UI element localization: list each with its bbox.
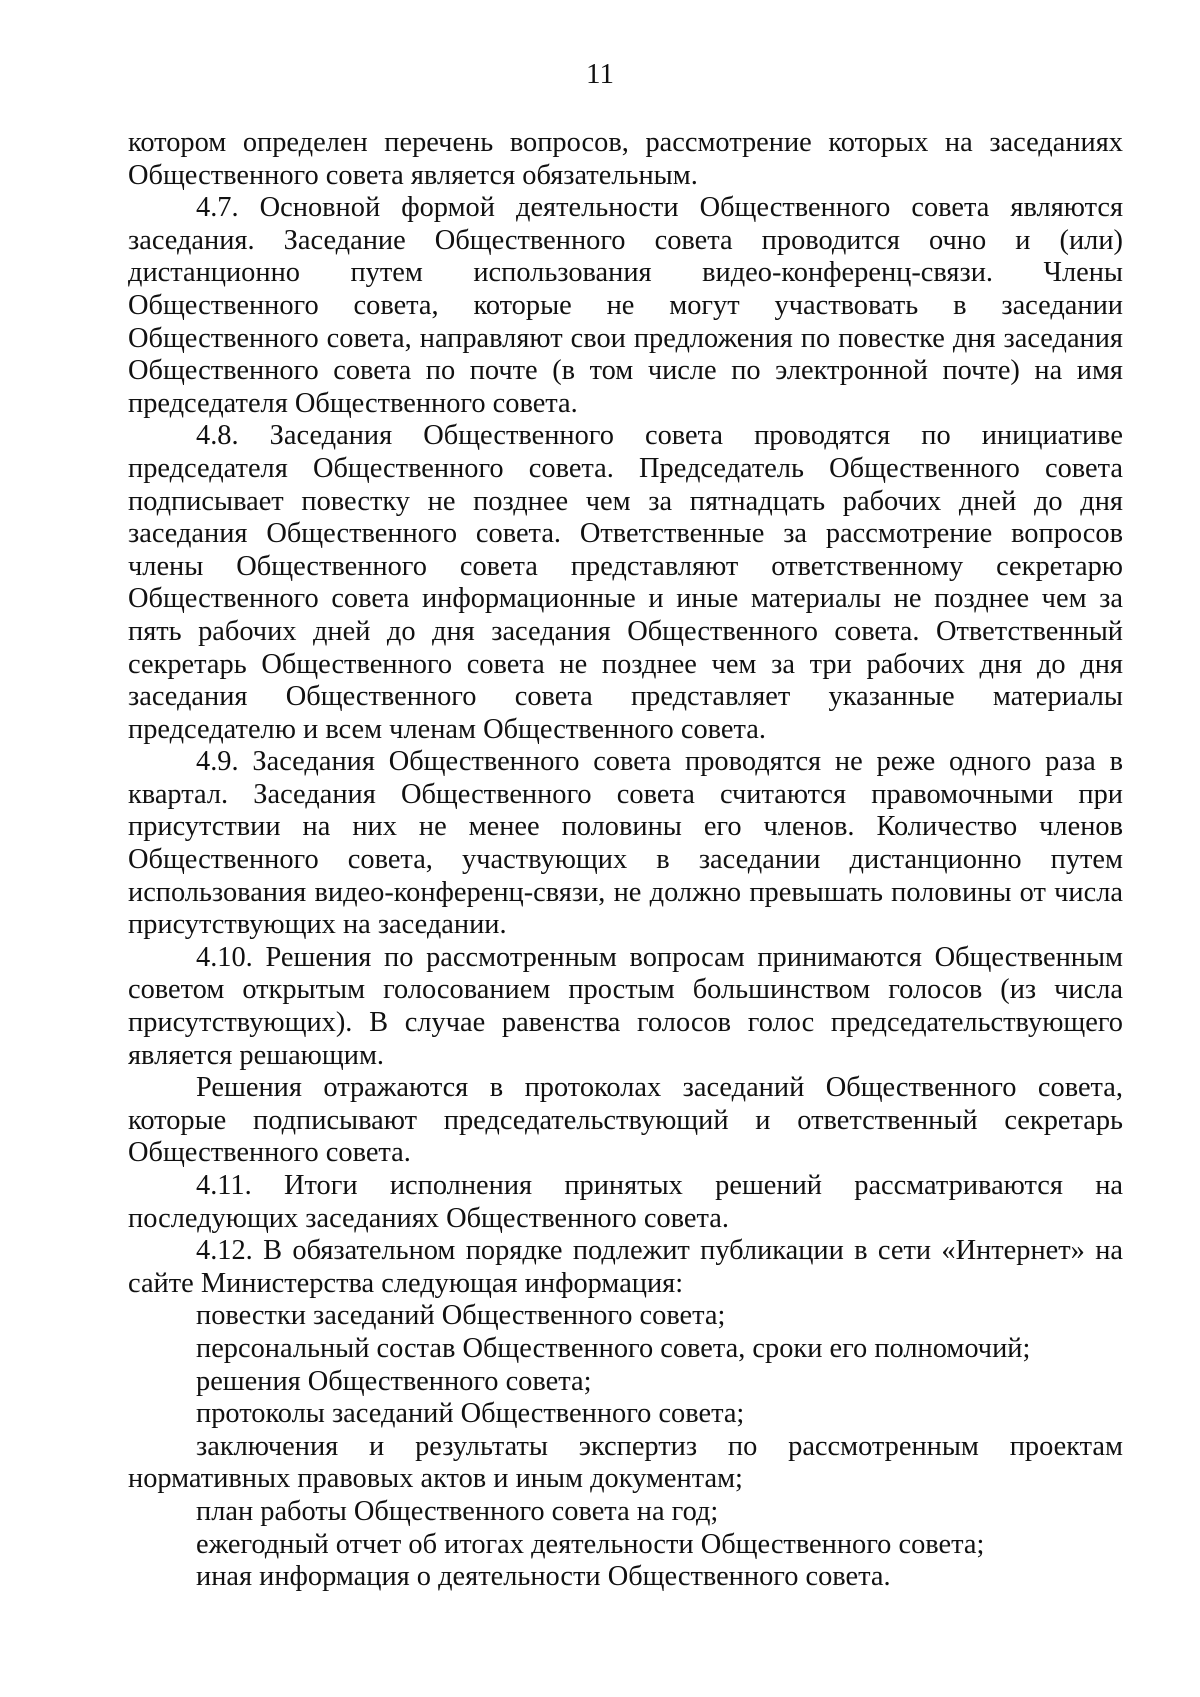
list-item: персональный состав Общественного совета, сроки его полномочий; (196, 1332, 1031, 1364)
page-number: 11 (586, 58, 614, 90)
publication-list (128, 1300, 1123, 1593)
paragraph-decisions: Решения отражаются в протоколах заседаний Общественного совета, которые подписывают председательствующий и ответственный секретарь Общественного совета. (128, 1072, 1123, 1169)
list-item: план работы Общественного совета на год; (196, 1495, 719, 1527)
list-item: протоколы заседаний Общественного совета; (196, 1398, 745, 1430)
document-body (128, 127, 1123, 1594)
paragraph-4-9: 4.9. Заседания Общественного совета проводятся не реже одного раза в квартал. Заседания Общественного совета считаются правомочными при присутствии на них не менее половины его членов. Количество членов Общественного совета, участвующих в заседании дистанционно путем использования видео-конференц-связи, не должно превышать половины от числа присутствующих на заседании. (128, 746, 1123, 941)
paragraph-4-10: 4.10. Решения по рассмотренным вопросам принимаются Общественным советом открытым голосованием простым большинством голосов (из числа присутствующих). В случае равенства голосов голос председательствующего является решающим. (128, 941, 1123, 1071)
paragraph-4-8: 4.8. Заседания Общественного совета проводятся по инициативе председателя Общественного совета. Председатель Общественного совета подписывает повестку не позднее чем за пятнадцать рабочих дней до дня заседания Общественного совета. Ответственные за рассмотрение вопросов члены Общественного совета представляют ответственному секретарю Общественного совета информационные и иные материалы не позднее чем за пять рабочих дней до дня заседания Общественного совета. Ответственный секретарь Общественного совета не позднее чем за три рабочих дня до дня заседания Общественного совета представляет указанные материалы председателю и всем членам Общественного совета. (128, 420, 1123, 745)
paragraph-4-12: 4.12. В обязательном порядке подлежит публикации в сети «Интернет» на сайте Министерства следующая информация: (128, 1235, 1123, 1299)
list-item: заключения и результаты экспертиз по рассмотренным проектам нормативных правовых актов и иным документам; (128, 1430, 1123, 1495)
list-item: иная информация о деятельности Общественного совета. (196, 1561, 891, 1593)
paragraph-4-7: 4.7. Основной формой деятельности Общественного совета являются заседания. Заседание Общественного совета проводится очно и (или) дистанционно путем использования видео-конференц-связи. Члены Общественного совета, которые не могут участвовать в заседании Общественного совета, направляют свои предложения по повестке дня заседания Общественного совета по почте (в том числе по электронной почте) на имя председателя Общественного совета. (128, 192, 1123, 419)
list-item: повестки заседаний Общественного совета; (196, 1300, 726, 1332)
list-item: решения Общественного совета; (196, 1365, 592, 1397)
list-item: ежегодный отчет об итогах деятельности Общественного совета; (196, 1528, 985, 1560)
paragraph-4-11: 4.11. Итоги исполнения принятых решений рассматриваются на последующих заседаниях Общественного совета. (128, 1170, 1123, 1234)
paragraph-continuation: котором определен перечень вопросов, рассмотрение которых на заседаниях Общественного совета является обязательным. (128, 127, 1123, 191)
